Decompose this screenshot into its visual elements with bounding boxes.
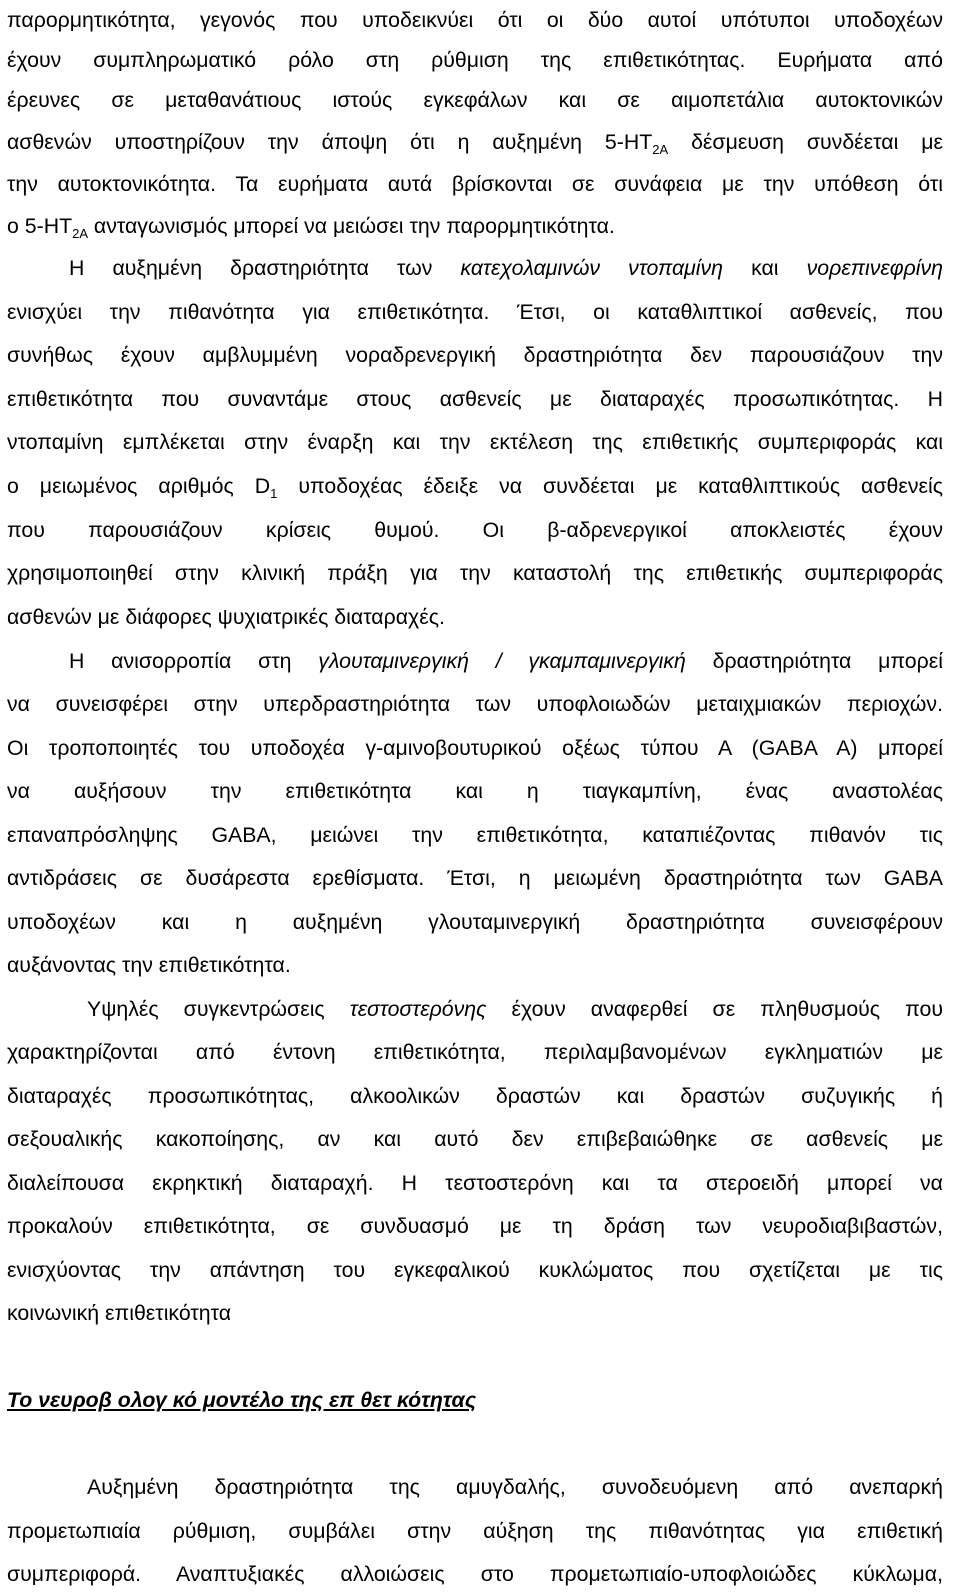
text-line: ασθενών υποστηρίζουν την άποψη ότι η αυξημένη $5-HT_{2A}$ δέσμευση συνδέεται με — [7, 130, 943, 157]
text-line: ενισχύοντας την απάντηση του εγκεφαλικού κυκλώματος που σχετίζεται με τις — [7, 1258, 943, 1282]
text-line: να αυξήσουν την επιθετικότητα και η τιαγκαμπίνη, ένας αναστολέας — [7, 779, 943, 803]
text-line: έρευνες σε μεταθανάτιους ιστούς εγκεφάλων και σε αιμοπετάλια αυτοκτονικών — [7, 88, 943, 112]
text-line: Αυξημένη δραστηριότητα της αμυγδαλής, συνοδευόμενη από ανεπαρκή — [87, 1475, 943, 1499]
text-line: Υψηλές συγκεντρώσεις τεστοστερόνης έχουν αναφερθεί σε πληθυσμούς που — [87, 997, 943, 1021]
text-line: συνήθως έχουν αμβλυμμένη νοραδρενεργική δραστηριότητα δεν παρουσιάζουν την — [7, 343, 943, 367]
text-line: ο $5-HT_{2A}$ ανταγωνισμός μπορεί να μειώσει την παρορμητικότητα. — [7, 214, 615, 241]
text-line: προμετωπιαία ρύθμιση, συμβάλει στην αύξηση της πιθανότητας για επιθετική — [7, 1519, 943, 1543]
text-line: έχουν συμπληρωματικό ρόλο στη ρύθμιση της επιθετικότητας. Ευρήματα από — [7, 48, 943, 72]
text-line: παρορμητικότητα, γεγονός που υποδεικνύει ότι οι δύο αυτοί υπότυποι υποδοχέων — [7, 8, 943, 32]
text-line: Η αυξημένη δραστηριότητα των κατεχολαμινών ντοπαμίνη και νορεπινεφρίνη — [69, 256, 943, 280]
text-line: χαρακτηρίζονται από έντονη επιθετικότητα, περιλαμβανομένων εγκληματιών με — [7, 1040, 943, 1064]
text-line: Οι τροποποιητές του υποδοχέα γ-αμινοβουτυρικού οξέως τύπου Α (GABA A) μπορεί — [7, 736, 943, 760]
text-line: αυξάνοντας την επιθετικότητα. — [7, 953, 291, 977]
text-line: την αυτοκτονικότητα. Τα ευρήματα αυτά βρίσκονται σε συνάφεια με την υπόθεση ότι — [7, 172, 943, 196]
text-line: ντοπαμίνη εμπλέκεται στην έναρξη και την εκτέλεση της επιθετικής συμπεριφοράς και — [7, 430, 943, 454]
text-line: να συνεισφέρει στην υπερδραστηριότητα των υποφλοιωδών μεταιχμιακών περιοχών. — [7, 692, 943, 716]
text-line: ενισχύει την πιθανότητα για επιθετικότητα. Έτσι, οι καταθλιπτικοί ασθενείς, που — [7, 300, 943, 324]
text-line: που παρουσιάζουν κρίσεις θυμού. Οι β-αδρενεργικοί αποκλειστές έχουν — [7, 518, 943, 542]
text-line: διαλείπουσα εκρηκτική διαταραχή. Η τεστοστερόνη και τα στεροειδή μπορεί να — [7, 1171, 943, 1195]
text-line: προκαλούν επιθετικότητα, σε συνδυασμό με τη δράση των νευροδιαβιβαστών, — [7, 1214, 943, 1238]
text-line: σεξουαλικής κακοποίησης, αν και αυτό δεν επιβεβαιώθηκε σε ασθενείς με — [7, 1127, 943, 1151]
text-line: διαταραχές προσωπικότητας, αλκοολικών δραστών και δραστών συζυγικής ή — [7, 1084, 943, 1108]
text-line: επιθετικότητα που συναντάμε στους ασθενείς με διαταραχές προσωπικότητας. Η — [7, 387, 943, 411]
text-line: ο μειωμένος αριθμός $D_1$ υποδοχέας έδειξε να συνδέεται με καταθλιπτικούς ασθενείς — [7, 474, 943, 501]
text-line: αντιδράσεις σε δυσάρεστα ερεθίσματα. Έτσι, η μειωμένη δραστηριότητα των GABA — [7, 866, 943, 890]
section-heading: Το νευροβ ολογ κό μοντέλο της επ θετ κότητας — [7, 1388, 477, 1412]
text-line: χρησιμοποιηθεί στην κλινική πράξη για την καταστολή της επιθετικής συμπεριφοράς — [7, 561, 943, 585]
text-line: Η ανισορροπία στη γλουταμινεργική / γκαμπαμινεργική δραστηριότητα μπορεί — [69, 649, 943, 673]
text-line: υποδοχέων και η αυξημένη γλουταμινεργική δραστηριότητα συνεισφέρουν — [7, 910, 943, 934]
text-line: κοινωνική επιθετικότητα — [7, 1301, 232, 1325]
text-line: ασθενών με διάφορες ψυχιατρικές διαταραχές. — [7, 605, 445, 629]
text-line: συμπεριφορά. Αναπτυξιακές αλλοιώσεις στο προμετωπιαίο-υποφλοιώδες κύκλωμα, — [7, 1562, 943, 1586]
text-line: επαναπρόσληψης GABA, μειώνει την επιθετικότητα, καταπιέζοντας πιθανόν τις — [7, 823, 943, 847]
